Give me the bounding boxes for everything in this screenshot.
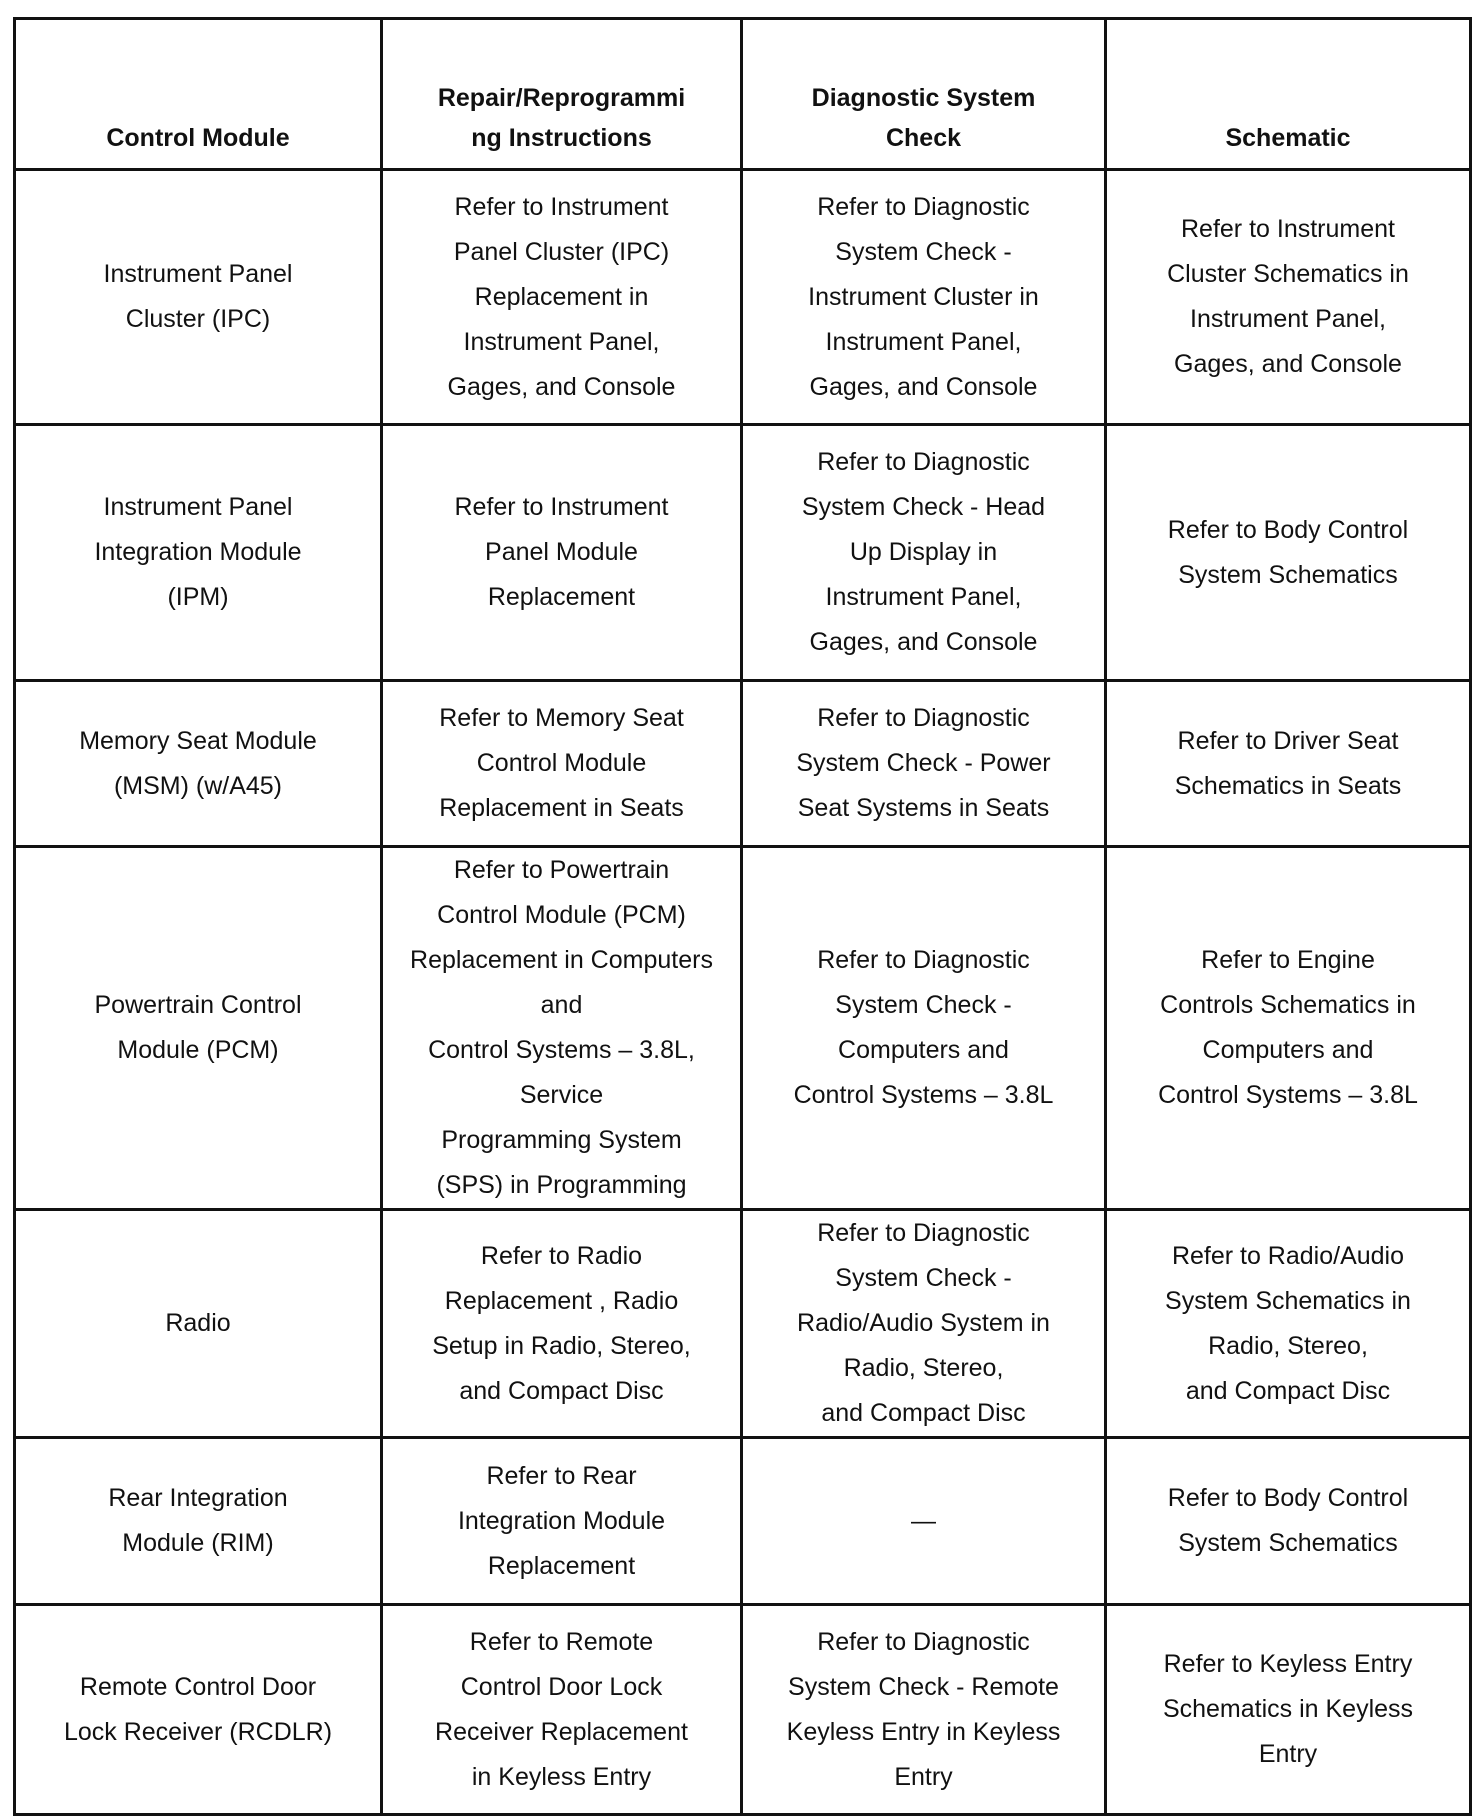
module-cell: Remote Control Door Lock Receiver (RCDLR) (15, 1605, 382, 1815)
diagnostic-cell: Refer to Diagnostic System Check - Head Up Display in Instrument Panel, Gages, and Console (742, 425, 1106, 681)
table-row (15, 1210, 1471, 1438)
header-repair-instructions: Repair/Reprogrammi ng Instructions (382, 19, 742, 170)
module-cell: Radio (15, 1210, 382, 1438)
diagnostic-cell: Refer to Diagnostic System Check - Power Seat Systems in Seats (742, 681, 1106, 847)
module-cell: Memory Seat Module (MSM) (w/A45) (15, 681, 382, 847)
repair-cell: Refer to Instrument Panel Module Replacement (382, 425, 742, 681)
schematic-cell: Refer to Body Control System Schematics (1106, 1438, 1471, 1605)
schematic-cell: Refer to Driver Seat Schematics in Seats (1106, 681, 1471, 847)
table-row (15, 425, 1471, 681)
table-row (15, 170, 1471, 425)
repair-cell: Refer to Rear Integration Module Replacement (382, 1438, 742, 1605)
module-cell: Instrument Panel Integration Module (IPM) (15, 425, 382, 681)
diagnostic-cell: Refer to Diagnostic System Check - Computers and Control Systems – 3.8L (742, 847, 1106, 1210)
header-control-module: Control Module (15, 19, 382, 170)
repair-cell: Refer to Memory Seat Control Module Replacement in Seats (382, 681, 742, 847)
header-row (15, 19, 1471, 170)
module-cell: Rear Integration Module (RIM) (15, 1438, 382, 1605)
schematic-cell: Refer to Radio/Audio System Schematics in Radio, Stereo, and Compact Disc (1106, 1210, 1471, 1438)
table-row (15, 1438, 1471, 1605)
schematic-cell: Refer to Keyless Entry Schematics in Keyless Entry (1106, 1605, 1471, 1815)
reference-table (13, 17, 1472, 1816)
schematic-cell: Refer to Body Control System Schematics (1106, 425, 1471, 681)
module-cell: Powertrain Control Module (PCM) (15, 847, 382, 1210)
table-row (15, 1605, 1471, 1815)
header-diagnostic-system-check: Diagnostic System Check (742, 19, 1106, 170)
table-row (15, 681, 1471, 847)
diagnostic-cell: — (742, 1438, 1106, 1605)
header-schematic: Schematic (1106, 19, 1471, 170)
diagnostic-cell: Refer to Diagnostic System Check - Remote Keyless Entry in Keyless Entry (742, 1605, 1106, 1815)
diagnostic-cell: Refer to Diagnostic System Check - Radio/Audio System in Radio, Stereo, and Compact Disc (742, 1210, 1106, 1438)
repair-cell: Refer to Instrument Panel Cluster (IPC) Replacement in Instrument Panel, Gages, and Console (382, 170, 742, 425)
schematic-cell: Refer to Instrument Cluster Schematics in Instrument Panel, Gages, and Console (1106, 170, 1471, 425)
table-row (15, 847, 1471, 1210)
repair-cell: Refer to Radio Replacement , Radio Setup in Radio, Stereo, and Compact Disc (382, 1210, 742, 1438)
repair-cell: Refer to Powertrain Control Module (PCM) Replacement in Computers and Control Systems – 3.8L, Service Programming System (SPS) in Programming (382, 847, 742, 1210)
schematic-cell: Refer to Engine Controls Schematics in Computers and Control Systems – 3.8L (1106, 847, 1471, 1210)
diagnostic-cell: Refer to Diagnostic System Check - Instrument Cluster in Instrument Panel, Gages, and Console (742, 170, 1106, 425)
module-cell: Instrument Panel Cluster (IPC) (15, 170, 382, 425)
repair-cell: Refer to Remote Control Door Lock Receiver Replacement in Keyless Entry (382, 1605, 742, 1815)
